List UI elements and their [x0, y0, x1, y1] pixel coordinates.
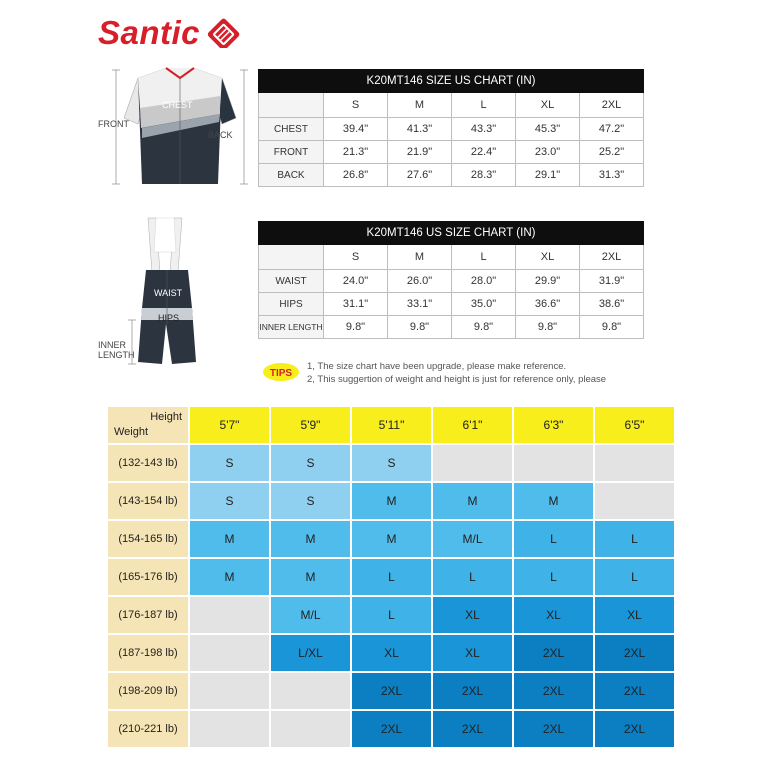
table-cell: 9.8"	[452, 316, 516, 339]
brand-logo	[98, 14, 246, 52]
fit-grid-cell: XL	[514, 597, 593, 633]
fit-grid-row	[108, 559, 674, 595]
table-cell: 38.6"	[580, 293, 644, 316]
fit-grid-cell	[271, 673, 350, 709]
fit-grid-cell: 2XL	[433, 711, 512, 747]
fit-grid-cell: 2XL	[433, 673, 512, 709]
fit-grid-cell: M/L	[271, 597, 350, 633]
fit-grid-cell: L/XL	[271, 635, 350, 671]
table-cell: 36.6"	[516, 293, 580, 316]
fit-grid-row	[108, 711, 674, 747]
fit-grid-cell: S	[271, 483, 350, 519]
tips-badge-icon	[262, 362, 300, 382]
fit-grid-table	[106, 405, 676, 749]
waist-label: WAIST	[154, 288, 183, 298]
table-cell: 33.1"	[388, 293, 452, 316]
table-cell: 26.0"	[388, 270, 452, 293]
table-cell: 35.0"	[452, 293, 516, 316]
size-header: XL	[516, 93, 580, 118]
brand-name: Santic	[98, 14, 201, 51]
fit-grid-row	[108, 673, 674, 709]
fit-grid-cell: L	[514, 559, 593, 595]
table-cell: 24.0"	[324, 270, 388, 293]
fit-grid-cell: XL	[433, 635, 512, 671]
weight-row-header: (210-221 lb)	[108, 711, 188, 747]
fit-grid-row	[108, 483, 674, 519]
fit-grid-cell: L	[514, 521, 593, 557]
table-cell: 45.3"	[516, 118, 580, 141]
height-header: Height	[150, 411, 182, 423]
height-column-header: 5'9"	[271, 407, 350, 443]
jersey-size-table	[258, 69, 644, 187]
size-header: S	[324, 245, 388, 270]
brand-mark-icon	[204, 18, 246, 48]
fit-grid-cell: L	[352, 559, 431, 595]
table-cell: 43.3"	[452, 118, 516, 141]
bib-size-table	[258, 221, 644, 339]
svg-text:TIPS: TIPS	[269, 368, 293, 379]
weight-row-header: (187-198 lb)	[108, 635, 188, 671]
row-label: WAIST	[259, 270, 324, 293]
height-column-header: 6'1"	[433, 407, 512, 443]
table-cell: 29.9"	[516, 270, 580, 293]
fit-grid-cell: M	[190, 521, 269, 557]
table-cell: 21.9"	[388, 141, 452, 164]
table-corner	[259, 245, 324, 270]
table-cell: 9.8"	[580, 316, 644, 339]
fit-grid-row	[108, 521, 674, 557]
fit-grid-row	[108, 597, 674, 633]
fit-grid-cell	[190, 597, 269, 633]
height-column-header: 6'5"	[595, 407, 674, 443]
tip-line: 1, The size chart have been upgrade, please make reference.	[307, 361, 567, 372]
table-cell: 25.2"	[580, 141, 644, 164]
size-header: 2XL	[580, 245, 644, 270]
fit-grid-cell: XL	[595, 597, 674, 633]
table-cell: 41.3"	[388, 118, 452, 141]
table-cell: 22.4"	[452, 141, 516, 164]
size-header: M	[388, 93, 452, 118]
fit-grid-cell	[514, 445, 593, 481]
fit-grid-cell: M	[352, 521, 431, 557]
fit-grid-cell: M	[352, 483, 431, 519]
table-cell: 9.8"	[516, 316, 580, 339]
fit-grid-cell: M	[433, 483, 512, 519]
weight-row-header: (132-143 lb)	[108, 445, 188, 481]
fit-grid-cell: S	[352, 445, 431, 481]
size-header: L	[452, 93, 516, 118]
fit-grid-row	[108, 445, 674, 481]
table-cell: 27.6"	[388, 164, 452, 187]
fit-grid-cell: 2XL	[514, 711, 593, 747]
chest-label: CHEST	[162, 100, 193, 110]
table-cell: 31.9"	[580, 270, 644, 293]
fit-grid-cell: L	[433, 559, 512, 595]
grid-corner	[108, 407, 188, 443]
table-cell: 29.1"	[516, 164, 580, 187]
size-header: M	[388, 245, 452, 270]
table-cell: 26.8"	[324, 164, 388, 187]
front-label: FRONT	[98, 119, 129, 129]
fit-grid-cell	[595, 445, 674, 481]
table-cell: 9.8"	[324, 316, 388, 339]
fit-grid-cell: 2XL	[595, 673, 674, 709]
hips-label: HIPS	[158, 313, 180, 323]
weight-row-header: (176-187 lb)	[108, 597, 188, 633]
fit-grid-cell	[190, 711, 269, 747]
table-cell: 39.4"	[324, 118, 388, 141]
fit-grid-cell: M/L	[433, 521, 512, 557]
height-column-header: 5'7"	[190, 407, 269, 443]
table-corner	[259, 93, 324, 118]
size-header: L	[452, 245, 516, 270]
tips-text	[307, 360, 606, 386]
weight-header: Weight	[114, 426, 149, 438]
row-label: CHEST	[259, 118, 324, 141]
table-cell: 31.1"	[324, 293, 388, 316]
fit-grid-cell	[595, 483, 674, 519]
fit-grid-cell	[190, 673, 269, 709]
row-label: FRONT	[259, 141, 324, 164]
fit-grid-cell: 2XL	[352, 711, 431, 747]
height-column-header: 6'3"	[514, 407, 593, 443]
fit-grid	[106, 405, 676, 749]
table-cell: 21.3"	[324, 141, 388, 164]
weight-row-header: (143-154 lb)	[108, 483, 188, 519]
fit-grid-cell: S	[271, 445, 350, 481]
inner-length-label: INNER LENGTH	[98, 340, 135, 360]
fit-grid-cell: S	[190, 445, 269, 481]
weight-row-header: (154-165 lb)	[108, 521, 188, 557]
table-cell: 31.3"	[580, 164, 644, 187]
fit-grid-cell: M	[271, 521, 350, 557]
fit-grid-cell: L	[352, 597, 431, 633]
back-label: BACK	[208, 130, 233, 140]
size-header: S	[324, 93, 388, 118]
table-cell: 28.0"	[452, 270, 516, 293]
table-cell: 9.8"	[388, 316, 452, 339]
jersey-table-title: K20MT146 SIZE US CHART (IN)	[259, 70, 644, 93]
row-label: BACK	[259, 164, 324, 187]
size-header: XL	[516, 245, 580, 270]
fit-grid-cell: S	[190, 483, 269, 519]
row-label: INNER LENGTH	[259, 316, 324, 339]
bib-table-title: K20MT146 US SIZE CHART (IN)	[259, 222, 644, 245]
fit-grid-cell: M	[190, 559, 269, 595]
fit-grid-cell: 2XL	[514, 635, 593, 671]
fit-grid-cell: 2XL	[595, 711, 674, 747]
fit-grid-cell: M	[514, 483, 593, 519]
row-label: HIPS	[259, 293, 324, 316]
weight-row-header: (165-176 lb)	[108, 559, 188, 595]
fit-grid-cell	[433, 445, 512, 481]
fit-grid-cell: 2XL	[352, 673, 431, 709]
fit-grid-cell: 2XL	[595, 635, 674, 671]
fit-grid-cell: XL	[433, 597, 512, 633]
fit-grid-cell: XL	[352, 635, 431, 671]
fit-grid-cell: 2XL	[514, 673, 593, 709]
fit-grid-cell: L	[595, 559, 674, 595]
fit-grid-cell: M	[271, 559, 350, 595]
weight-row-header: (198-209 lb)	[108, 673, 188, 709]
fit-grid-cell	[271, 711, 350, 747]
table-cell: 23.0"	[516, 141, 580, 164]
table-cell: 28.3"	[452, 164, 516, 187]
tip-line: 2, This suggertion of weight and height is just for reference only, please	[307, 374, 607, 385]
height-column-header: 5'11"	[352, 407, 431, 443]
table-cell: 47.2"	[580, 118, 644, 141]
fit-grid-cell	[190, 635, 269, 671]
size-header: 2XL	[580, 93, 644, 118]
fit-grid-cell: L	[595, 521, 674, 557]
fit-grid-row	[108, 635, 674, 671]
